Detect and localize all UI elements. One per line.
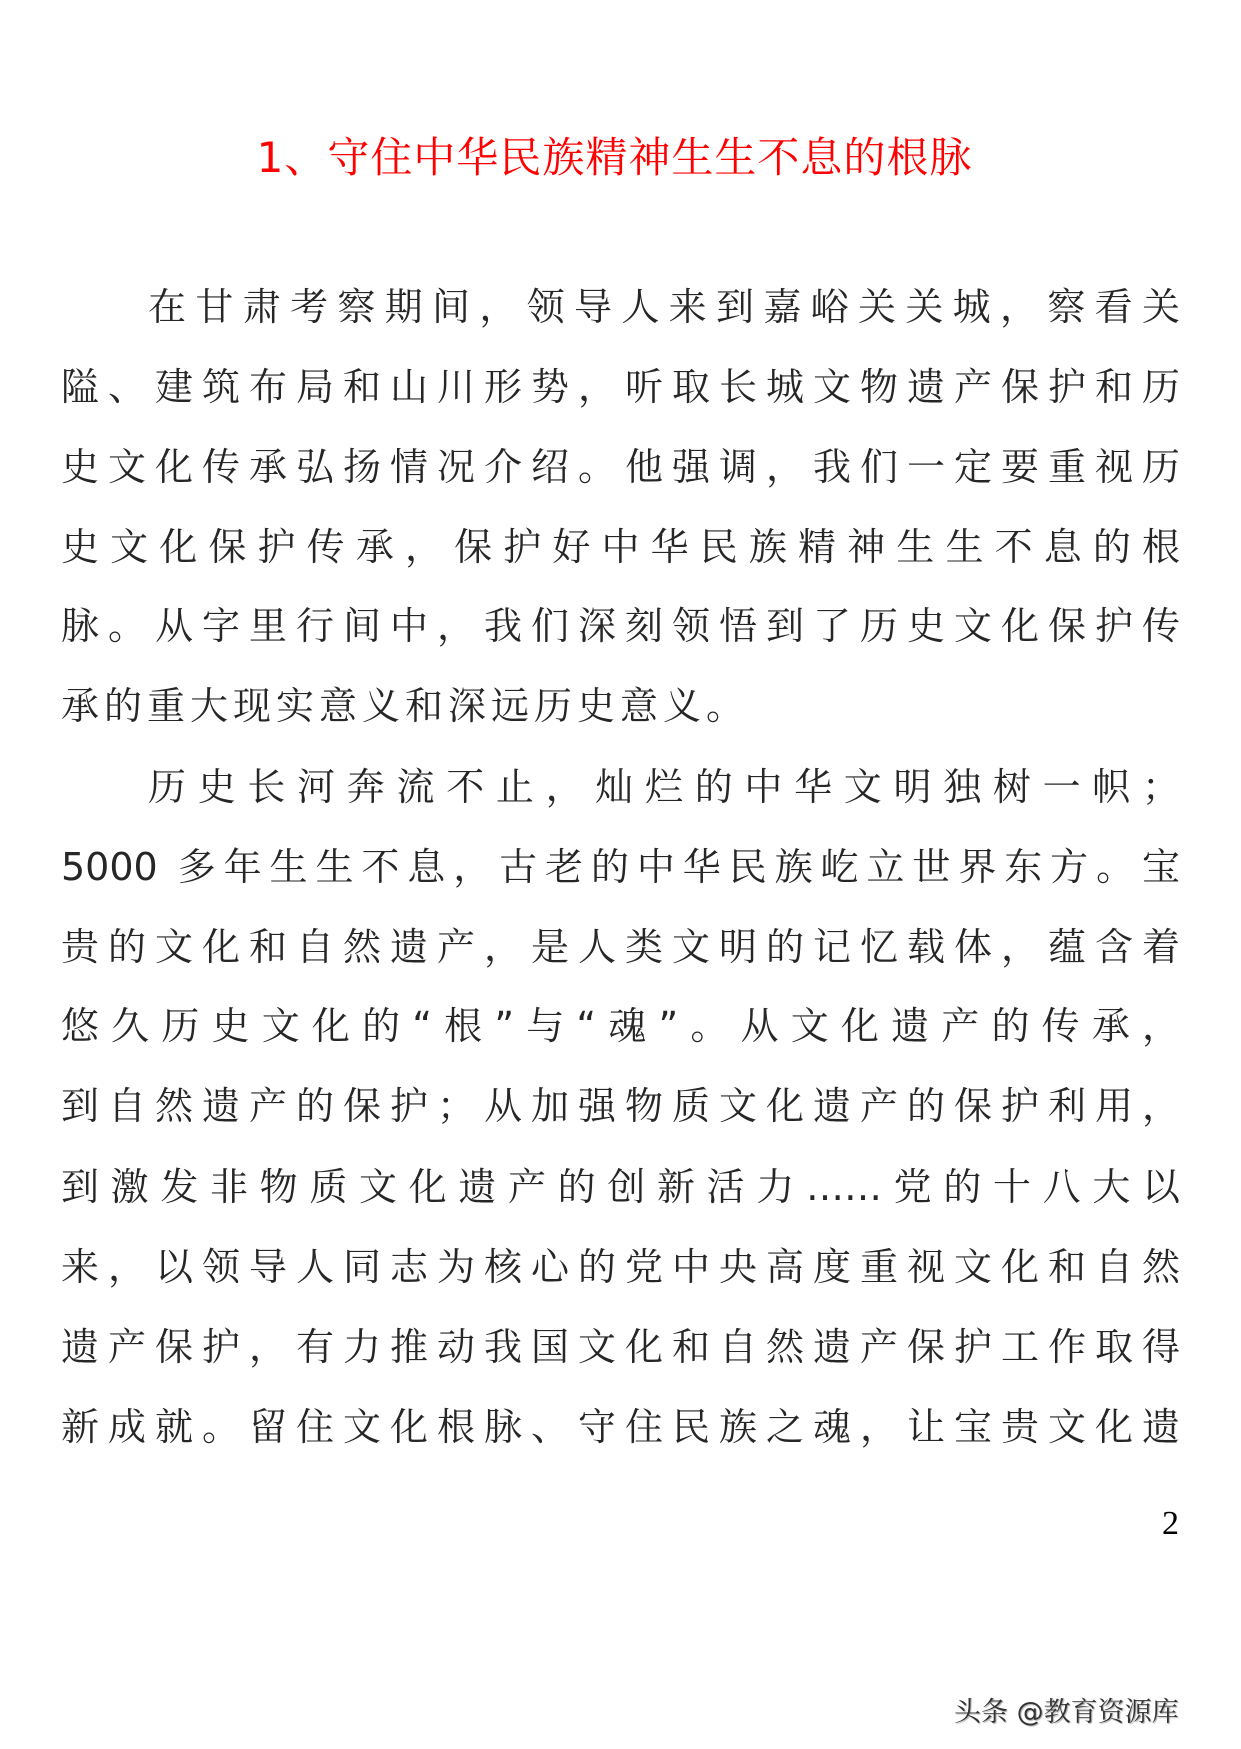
text-line: 历史长河奔流不止，灿烂的中华文明独树一帜； <box>148 765 1180 809</box>
text-line: 贵的文化和自然遗产，是人类文明的记忆载体，蕴含着 <box>61 925 1180 969</box>
page-number: 2 <box>1162 1505 1179 1542</box>
text-line: 到激发非物质文化遗产的创新活力……党的十八大以 <box>61 1165 1180 1209</box>
text-line: 5000 多年生生不息，古老的中华民族屹立世界东方。宝 <box>61 845 1180 889</box>
text-line: 史文化保护传承，保护好中华民族精神生生不息的根 <box>61 525 1180 569</box>
text-line: 新成就。留住文化根脉、守住民族之魂，让宝贵文化遗 <box>61 1405 1180 1449</box>
text-line: 脉。从字里行间中，我们深刻领悟到了历史文化保护传 <box>61 604 1180 648</box>
text-line: 史文化传承弘扬情况介绍。他强调，我们一定要重视历 <box>61 445 1180 489</box>
text-line: 承的重大现实意义和深远历史意义。 <box>61 684 750 728</box>
text-line: 遗产保护，有力推动我国文化和自然遗产保护工作取得 <box>61 1325 1180 1369</box>
text-line: 悠久历史文化的“根”与“魂”。从文化遗产的传承， <box>61 1004 1180 1048</box>
text-line: 隘、建筑布局和山川形势，听取长城文物遗产保护和历 <box>61 365 1180 409</box>
text-line: 在甘肃考察期间，领导人来到嘉峪关关城，察看关 <box>148 285 1180 329</box>
section-title: 1、守住中华民族精神生生不息的根脉 <box>256 133 973 182</box>
text-line: 来，以领导人同志为核心的党中央高度重视文化和自然 <box>61 1245 1180 1289</box>
text-line: 到自然遗产的保护；从加强物质文化遗产的保护利用， <box>61 1084 1180 1128</box>
watermark: 头条 @教育资源库 <box>954 1697 1179 1728</box>
